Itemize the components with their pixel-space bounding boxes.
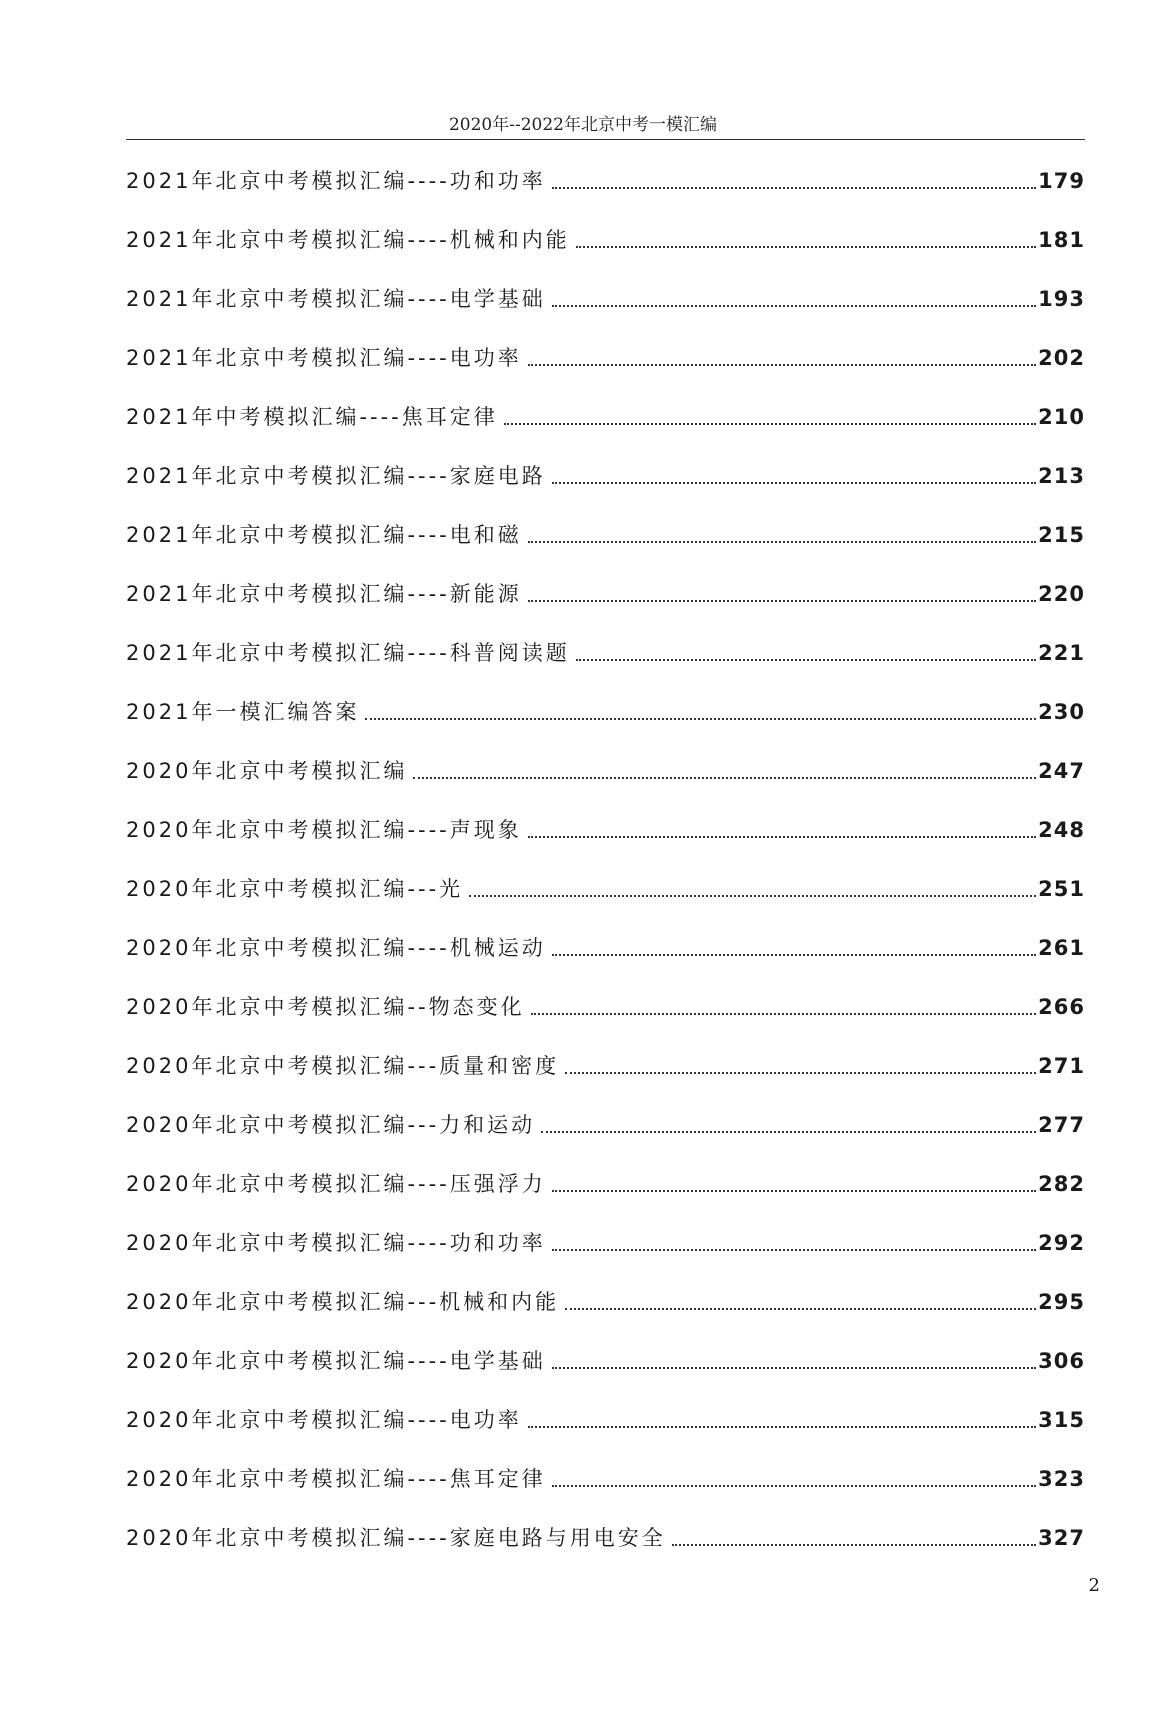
dot-leader [541,1111,1036,1133]
toc-entry-title: 2020年北京中考模拟汇编--物态变化 [126,995,525,1019]
toc-entry-title: 2020年北京中考模拟汇编----电学基础 [126,1349,546,1373]
toc-entry-page: 220 [1038,582,1085,606]
toc-entry[interactable] [126,1052,1085,1111]
toc-entry[interactable] [126,580,1085,639]
toc-entry-title: 2021年北京中考模拟汇编----科普阅读题 [126,641,570,665]
page-header: 2020年--2022年北京中考一模汇编 [448,115,717,135]
toc-entry-page: 323 [1038,1467,1085,1491]
toc-entry[interactable] [126,1524,1085,1583]
toc-entry[interactable] [126,285,1085,344]
toc-entry[interactable] [126,1406,1085,1465]
toc-entry-title: 2020年北京中考模拟汇编---光 [126,877,464,901]
dot-leader [469,875,1036,897]
toc-entry-title: 2020年北京中考模拟汇编----压强浮力 [126,1172,546,1196]
toc-entry-page: 248 [1038,818,1085,842]
toc-entry-title: 2021年北京中考模拟汇编----机械和内能 [126,228,570,252]
toc-entry-page: 282 [1038,1172,1085,1196]
toc-entry[interactable] [126,875,1085,934]
dot-leader [576,226,1036,248]
toc-entry-title: 2020年北京中考模拟汇编----机械运动 [126,936,546,960]
toc-entry[interactable] [126,1288,1085,1347]
dot-leader [552,462,1036,484]
toc-entry[interactable] [126,226,1085,285]
dot-leader [528,580,1036,602]
toc-entry[interactable] [126,344,1085,403]
toc-entry[interactable] [126,1111,1085,1170]
toc-entry-title: 2020年北京中考模拟汇编----家庭电路与用电安全 [126,1526,666,1550]
toc-entry-title: 2021年北京中考模拟汇编----功和功率 [126,169,546,193]
toc-entry-page: 315 [1038,1408,1085,1432]
toc-entry[interactable] [126,757,1085,816]
toc-entry-page: 271 [1038,1054,1085,1078]
toc-entry[interactable] [126,1465,1085,1524]
dot-leader [552,934,1036,956]
dot-leader [504,403,1036,425]
toc-entry-title: 2021年北京中考模拟汇编----电学基础 [126,287,546,311]
dot-leader [552,285,1036,307]
dot-leader [552,1229,1036,1251]
toc-entry-page: 181 [1038,228,1085,252]
toc-entry-page: 179 [1038,169,1085,193]
dot-leader [528,344,1036,366]
toc-entry-page: 230 [1038,700,1085,724]
dot-leader [576,639,1036,661]
dot-leader [552,1465,1036,1487]
toc-entry-title: 2020年北京中考模拟汇编 [126,759,408,783]
toc-entry-page: 306 [1038,1349,1085,1373]
toc-entry-page: 266 [1038,995,1085,1019]
toc-entry[interactable] [126,167,1085,226]
toc-entry-title: 2021年北京中考模拟汇编----电和磁 [126,523,522,547]
toc-entry-page: 213 [1038,464,1085,488]
toc-entry[interactable] [126,993,1085,1052]
dot-leader [552,1170,1036,1192]
toc-entry-title: 2020年北京中考模拟汇编----功和功率 [126,1231,546,1255]
dot-leader [552,1347,1036,1369]
toc-entry-page: 202 [1038,346,1085,370]
toc-entry-page: 261 [1038,936,1085,960]
toc-entry-page: 327 [1038,1526,1085,1550]
toc-entry-page: 251 [1038,877,1085,901]
dot-leader [565,1288,1036,1310]
toc-entry-title: 2020年北京中考模拟汇编----焦耳定律 [126,1467,546,1491]
toc-entry[interactable] [126,403,1085,462]
toc-entry[interactable] [126,934,1085,993]
toc-entry[interactable] [126,816,1085,875]
toc-entry-page: 210 [1038,405,1085,429]
toc-entry-page: 215 [1038,523,1085,547]
toc-entry[interactable] [126,639,1085,698]
toc-entry-title: 2021年北京中考模拟汇编----家庭电路 [126,464,546,488]
toc-entry-title: 2021年北京中考模拟汇编----新能源 [126,582,522,606]
dot-leader [552,167,1036,189]
table-of-contents [126,167,1085,1583]
toc-entry-title: 2021年一模汇编答案 [126,700,360,724]
page-number: 2 [1088,1575,1100,1596]
toc-entry-page: 277 [1038,1113,1085,1137]
toc-entry[interactable] [126,1229,1085,1288]
toc-entry-page: 292 [1038,1231,1085,1255]
dot-leader [528,816,1036,838]
header-rule [126,139,1085,140]
toc-entry-page: 193 [1038,287,1085,311]
toc-entry[interactable] [126,698,1085,757]
toc-entry-title: 2021年北京中考模拟汇编----电功率 [126,346,522,370]
toc-entry[interactable] [126,521,1085,580]
toc-entry-title: 2021年中考模拟汇编----焦耳定律 [126,405,498,429]
dot-leader [528,521,1036,543]
toc-entry-title: 2020年北京中考模拟汇编---力和运动 [126,1113,536,1137]
toc-entry[interactable] [126,462,1085,521]
toc-entry-page: 247 [1038,759,1085,783]
toc-entry-title: 2020年北京中考模拟汇编---机械和内能 [126,1290,560,1314]
dot-leader [528,1406,1036,1428]
toc-entry-title: 2020年北京中考模拟汇编---质量和密度 [126,1054,560,1078]
toc-entry-title: 2020年北京中考模拟汇编----声现象 [126,818,522,842]
dot-leader [672,1524,1036,1546]
dot-leader [531,993,1037,1015]
dot-leader [365,698,1036,720]
toc-entry-title: 2020年北京中考模拟汇编----电功率 [126,1408,522,1432]
toc-entry[interactable] [126,1347,1085,1406]
dot-leader [565,1052,1036,1074]
dot-leader [413,757,1036,779]
toc-entry[interactable] [126,1170,1085,1229]
toc-entry-page: 295 [1038,1290,1085,1314]
toc-entry-page: 221 [1038,641,1085,665]
